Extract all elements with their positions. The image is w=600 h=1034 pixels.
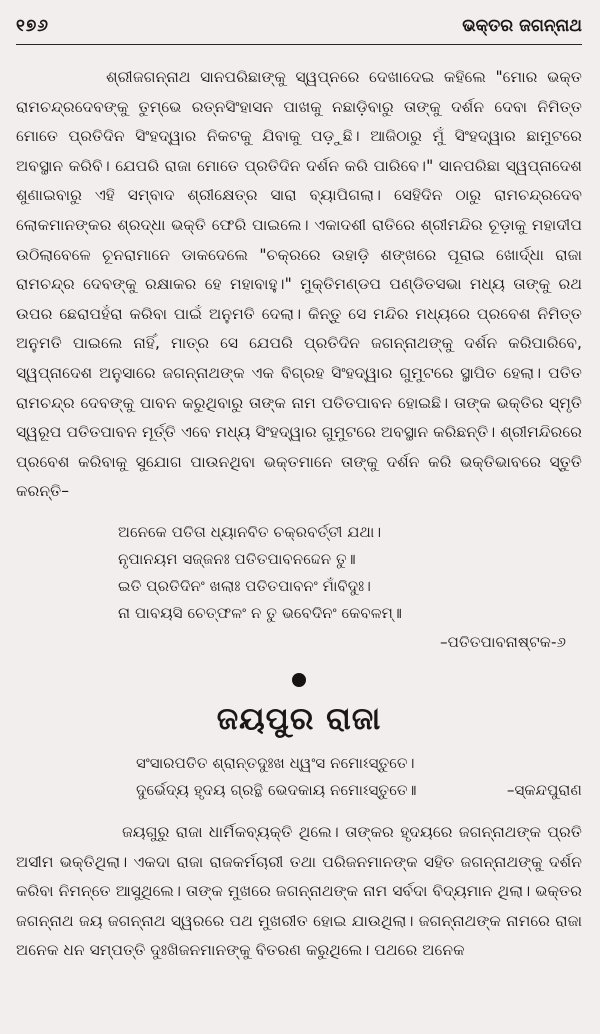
verse-source-1: –ପତିତପାବନାଷ୍ଟକ-୬ bbox=[440, 632, 566, 651]
page-number: ୧୭୬ bbox=[16, 16, 49, 36]
section-title: ଜୟପୁର ରାଜା bbox=[216, 700, 382, 737]
verse-line: ଅନେକେ ପତିତା ଧ୍ୟାନବିତ ଚକ୍ରବର୍ତ୍ତୀ ଯଥା। bbox=[118, 522, 382, 541]
verse-line: ନା ପାବୟସି ଚେତ୍‌ଫଳଂ ନ ତୁ ଭବେଦିନଂ କେବଳମ୍॥ bbox=[118, 603, 402, 622]
verse-line: ସଂସାରପତିତ ଶ୍ରାନ୍ତଦୁଃଖ ଧ୍ୱଂସ ନମୋଽସ୍ତୁତେ। bbox=[136, 753, 415, 772]
section-body bbox=[16, 818, 582, 966]
book-title: ଭକ୍ତର ଜଗନ୍ନାଥ bbox=[462, 16, 582, 36]
verse-line: ଇତି ପ୍ରତିଦିନଂ ଖଲାଃ ପତିତପାବନଂ ମାଁବିଦୁଃ। bbox=[118, 576, 371, 595]
running-head bbox=[16, 12, 582, 40]
verse-block-2 bbox=[136, 750, 582, 804]
verse-line: ଦୁର୍ଭେଦ୍ୟ ହୃଦୟ ଗ୍ରନ୍ଥି ଭେଦକାୟ ନମୋଽସ୍ତୁତେ॥ bbox=[136, 780, 417, 799]
verse-line: ନୃପାନୟମ ସଜ୍ଜନଃ ପତିତପାବନଦ୍ଦେନ ତୁ॥ bbox=[118, 549, 356, 568]
paragraph-2: ଜୟଗୁରୁ ରାଜା ଧାର୍ମିକବ୍ୟକ୍ତି ଥିଲେ। ତାଙ୍କର ହୃଦୟରେ ଜଗନ୍ନାଥଙ୍କ ପ୍ରତି ଅସୀମ ଭକ୍ତିଥିଲା। ଏକଦା ରାଜା ରାଜକର୍ମଚାରୀ ତଥା ପରିଜନମାନଙ୍କ ସହିତ ଜଗନ୍ନାଥଙ୍କୁ ଦର୍ଶନ କରିବା ନିମନ୍ତେ ଆସୁଥିଲେ। ତାଙ୍କ ମୁଖରେ ଜଗନ୍ନାଥଙ୍କ ନାମ ସର୍ବଦା ବିଦ୍ୟମାନ ଥିଲା। ଭକ୍ତର ଜଗନ୍ନାଥ ଜୟ ଜଗନ୍ନାଥ ସ୍ୱରରେ ପଥ ମୁଖରୀତ ହୋଇ ଯାଉଥିଲା। ଜଗନ୍ନାଥଙ୍କ ନାମରେ ରାଜା ଅନେକ ଧନ ସମ୍ପତ୍ତି ଦୁଃଖିଜନମାନଙ୍କୁ ବିତରଣ କରୁଥିଲେ। ପଥରେ ଅନେକ bbox=[16, 822, 582, 960]
verse-block-1 bbox=[118, 519, 582, 627]
paragraph-1: ଶ୍ରୀଜଗନ୍ନାଥ ସାନପରିଛାଙ୍କୁ ସ୍ୱପ୍ନରେ ଦେଖାଦେଇ କହିଲେ "ମୋର ଭକ୍ତ ରାମଚନ୍ଦ୍ରଦେବଙ୍କୁ ତୁମ୍ଭେ ରତ୍ନସିଂହାସନ ପାଖକୁ ନଛାଡ଼ିବାରୁ ତାଙ୍କୁ ଦର୍ଶନ ଦେବା ନିମିତ୍ତ ମୋତେ ପ୍ରତିଦିନ ସିଂହଦ୍ୱାର ନିକଟକୁ ଯିବାକୁ ପଡ଼ୁଛି। ଆଜିଠାରୁ ମୁଁ ସିଂହଦ୍ୱାର ଛାମୁଟରେ ଅବସ୍ଥାନ କରିବି। ଯେପରି ରାଜା ମୋତେ ପ୍ରତିଦିନ ଦର୍ଶନ କରି ପାରିବେ।" ସାନପରିଛା ସ୍ୱପ୍ନାଦେଶ ଶୁଣାଇବାରୁ ଏହି ସମ୍ବାଦ ଶ୍ରୀକ୍ଷେତ୍ର ସାରା ବ୍ୟାପିଗଲା। ସେହିଦିନ ଠାରୁ ରାମଚନ୍ଦ୍ରଦେବ ଲୋକମାନଙ୍କର ଶ୍ରଦ୍ଧା ଭକ୍ତି ଫେରି ପାଇଲେ। ଏକାଦଶୀ ରାତିରେ ଶ୍ରୀମନ୍ଦିର ଚୂଡ଼ାକୁ ମହାଦୀପ ଉଠିଲାବେଳେ ଚୂନରାମାନେ ଡାକଦେଲେ "ଚକ୍ରରେ ଉହାଡ଼ି ଶଙ୍ଖରେ ପୂରାଇ ଖୋର୍ଦ୍ଧା ରାଜା ରାମଚନ୍ଦ୍ର ଦେବଙ୍କୁ ରକ୍ଷାକର ହେ ମହାବାହୁ।" ମୁକ୍ତିମଣ୍ଡପ ପଣ୍ଡିତସଭା ମଧ୍ୟ ତାଙ୍କୁ ରଥ ଉପର ଛେରାପହଁରା କରିବା ପାଇଁ ଅନୁମତି ଦେଲା। କିନ୍ତୁ ସେ ମନ୍ଦିର ମଧ୍ୟରେ ପ୍ରବେଶ ନିମିତ୍ତ ଅନୁମତି ପାଇଲେ ନାହିଁ, ମାତ୍ର ସେ ଯେପରି ପ୍ରତିଦିନ ଜଗନ୍ନାଥଙ୍କୁ ଦର୍ଶନ କରିପାରିବେ, ସ୍ୱପ୍ନାଦେଶ ଅନୁସାରେ ଜଗନ୍ନାଥଙ୍କ ଏକ ବିଗ୍ରହ ସିଂହଦ୍ୱାର ଗୁମୁଟରେ ସ୍ଥାପିତ ହେଲା। ପତିତ ରାମଚନ୍ଦ୍ର ଦେବଙ୍କୁ ପାବନ କରୁଥିବାରୁ ତାଙ୍କ ନାମ ପତିତପାବନ ହୋଇଛି। ତାଙ୍କ ଭକ୍ତିର ସ୍ମୃତି ସ୍ୱରୂପ ପତିତପାବନ ମୂର୍ତ୍ତି ଏବେ ମଧ୍ୟ ସିଂହଦ୍ୱାର ଗୁମୁଟରେ ଅବସ୍ଥାନ କରିଛନ୍ତି। ଶ୍ରୀମନ୍ଦିରରେ ପ୍ରବେଶ କରିବାକୁ ସୁଯୋଗ ପାଉନଥିବା ଭକ୍ତମାନେ ତାଙ୍କୁ ଦର୍ଶନ କରି ଭକ୍ତିଭାବରେ ସ୍ତୁତି କରନ୍ତି– bbox=[16, 68, 582, 501]
section-bullet bbox=[292, 673, 306, 687]
header-rule bbox=[16, 44, 582, 45]
verse-source-2: –ସ୍କନ୍ଦପୁରାଣ bbox=[506, 780, 582, 799]
